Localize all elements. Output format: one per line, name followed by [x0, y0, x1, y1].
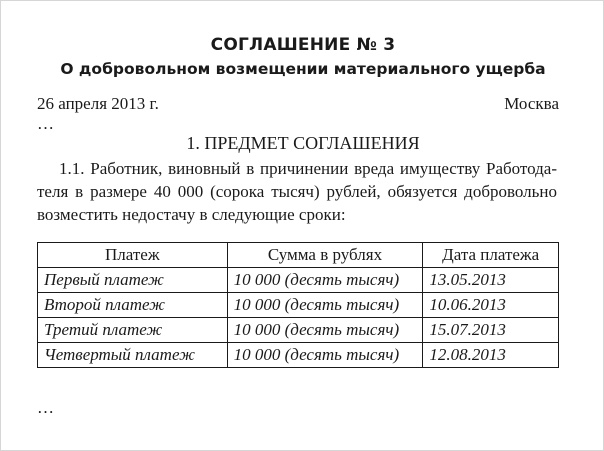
payment-schedule-table [37, 242, 559, 368]
cell-payment: Третий платеж [38, 318, 228, 343]
agreement-date: 26 апреля 2013 г. [37, 94, 159, 113]
cell-amount: 10 000 (десять тысяч) [227, 343, 423, 368]
header-payment: Платеж [38, 243, 228, 268]
cell-date: 10.06.2013 [423, 293, 559, 318]
table-row [38, 293, 559, 318]
document-subtitle: О добровольном возмещении материального ущерба [60, 60, 546, 78]
table-row [38, 268, 559, 293]
cell-payment: Четвертый платеж [38, 343, 228, 368]
cell-payment: Первый платеж [38, 268, 228, 293]
clause-line-3: возместить недостачу в следующие сроки: [37, 205, 346, 224]
cell-date: 13.05.2013 [423, 268, 559, 293]
agreement-city: Москва [504, 94, 559, 113]
table-row [38, 343, 559, 368]
document-title: СОГЛАШЕНИЕ № 3 [210, 35, 396, 55]
header-date: Дата платежа [423, 243, 559, 268]
cell-date: 12.08.2013 [423, 343, 559, 368]
cell-date: 15.07.2013 [423, 318, 559, 343]
clause-line-1: 1.1. Работник, виновный в причинении вреда имуществу Работода- [59, 159, 557, 178]
table-row [38, 318, 559, 343]
section-heading: 1. ПРЕДМЕТ СОГЛАШЕНИЯ [186, 133, 420, 153]
cell-payment: Второй платеж [38, 293, 228, 318]
clause-paragraph [37, 157, 557, 226]
header-amount: Сумма в рублях [227, 243, 423, 268]
omission-ellipsis-top: … [37, 114, 54, 133]
table-header-row [38, 243, 559, 268]
cell-amount: 10 000 (десять тысяч) [227, 268, 423, 293]
omission-ellipsis-bottom: … [37, 398, 54, 417]
clause-line-2: теля в размере 40 000 (сорока тысяч) рублей, обязуется добровольно [37, 182, 557, 201]
cell-amount: 10 000 (десять тысяч) [227, 318, 423, 343]
cell-amount: 10 000 (десять тысяч) [227, 293, 423, 318]
